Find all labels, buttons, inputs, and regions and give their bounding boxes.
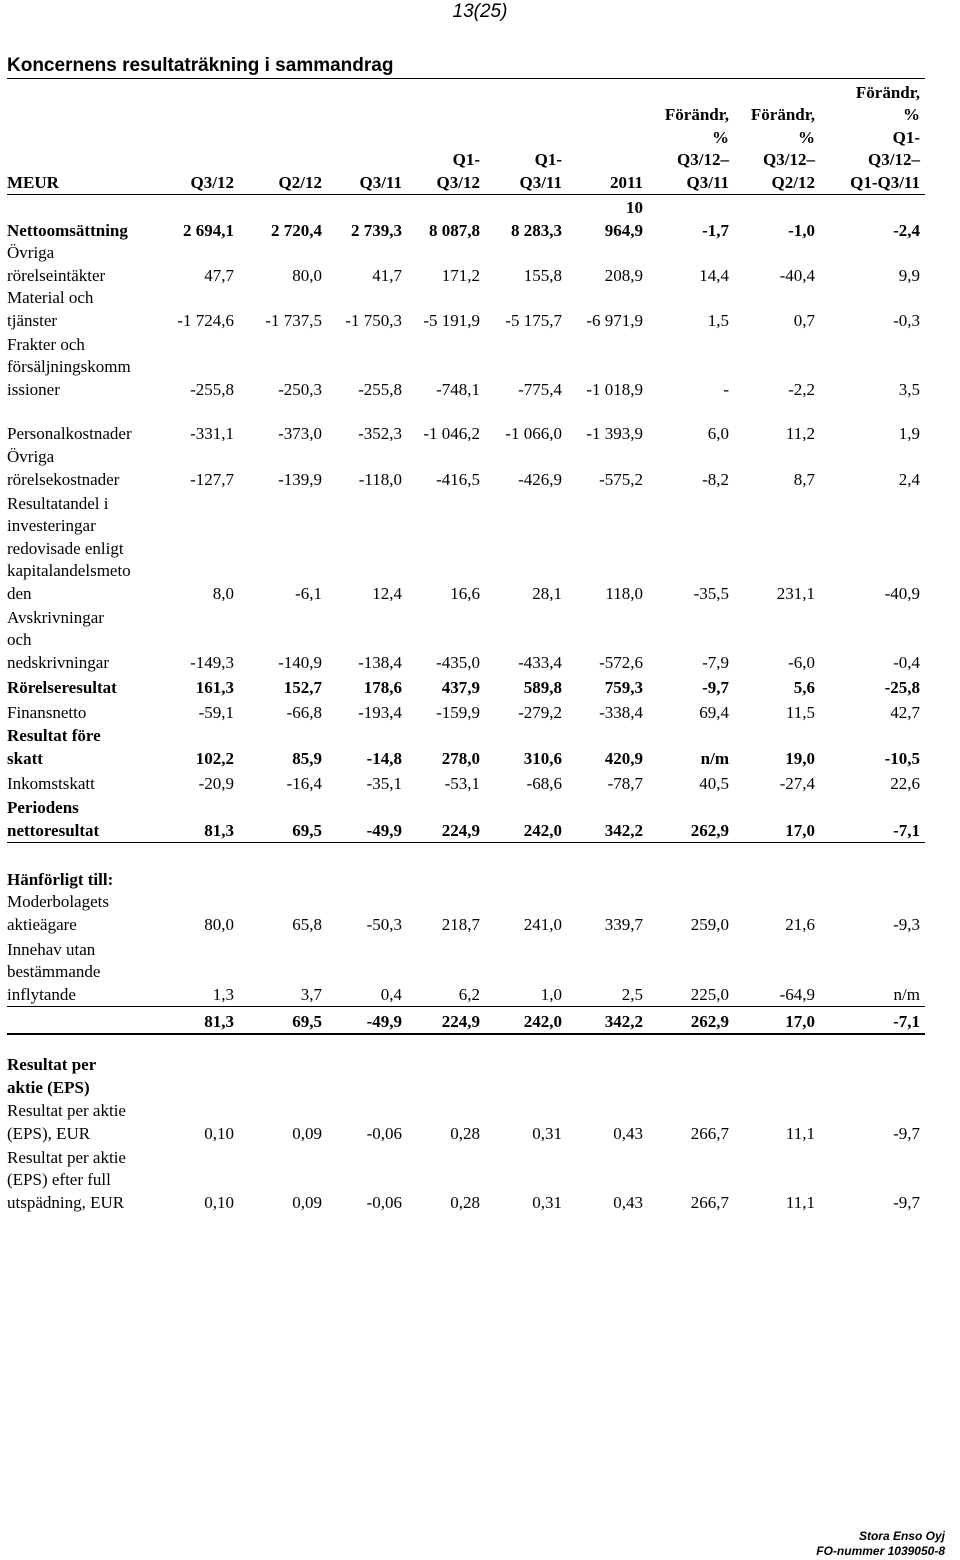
table-row <box>7 1006 925 1035</box>
table-row <box>7 1145 925 1214</box>
row-value: -118,0 <box>358 469 402 489</box>
row-value: -40,9 <box>884 583 920 603</box>
row-value: 2,5 <box>621 984 643 1004</box>
row-value: -1,0 <box>788 220 815 240</box>
row-value: -250,3 <box>278 379 322 399</box>
row-value: 266,7 <box>690 1123 729 1143</box>
row-value: 81,3 <box>204 1011 234 1031</box>
row-value: -193,4 <box>358 702 402 722</box>
row-value: 342,2 <box>604 820 643 840</box>
row-value: -1 066,0 <box>505 423 562 443</box>
row-value: 0,31 <box>532 1192 562 1212</box>
row-value: 218,7 <box>441 914 480 934</box>
row-value: 231,1 <box>776 583 815 603</box>
row-value: 278,0 <box>441 748 480 768</box>
row-value: 12,4 <box>372 583 402 603</box>
row-value: -16,4 <box>286 773 322 793</box>
row-value: 1,9 <box>898 423 920 443</box>
row-label: Resultatandel i investeringar redovisade enligt kapitalandelsmeto den <box>7 493 131 603</box>
table-row <box>7 195 925 242</box>
table-row <box>7 401 925 445</box>
row-value: -7,1 <box>893 1011 920 1031</box>
row-value: 5,6 <box>793 677 815 697</box>
row-value: -50,3 <box>366 914 402 934</box>
row-value: 80,0 <box>292 265 322 285</box>
row-value: 69,4 <box>699 702 729 722</box>
row-value: -2,4 <box>893 220 920 240</box>
row-value: -255,8 <box>190 379 234 399</box>
row-value: -1 737,5 <box>265 310 322 330</box>
row-value: -127,7 <box>190 469 234 489</box>
row-value: 22,6 <box>890 773 920 793</box>
row-value: 69,5 <box>292 1011 322 1031</box>
row-value: -1 046,2 <box>423 423 480 443</box>
row-value: 1,5 <box>707 310 729 330</box>
company-name: Stora Enso Oyj <box>858 1529 945 1543</box>
row-value: 17,0 <box>785 1011 815 1031</box>
table-row <box>7 445 925 491</box>
row-value: 118,0 <box>605 583 643 603</box>
row-value: -9,7 <box>702 677 729 697</box>
row-value: 208,9 <box>604 265 643 285</box>
row-value: -0,06 <box>366 1123 402 1143</box>
row-label: Hänförligt till: <box>7 869 114 889</box>
row-value: -331,1 <box>190 423 234 443</box>
row-value: 759,3 <box>604 677 643 697</box>
row-value: -59,1 <box>198 702 234 722</box>
row-value: 102,2 <box>195 748 234 768</box>
row-value: -416,5 <box>436 469 480 489</box>
row-value: 2 694,1 <box>183 220 234 240</box>
row-value: -7,1 <box>893 820 920 840</box>
table-row <box>7 491 925 605</box>
row-label: Nettoomsättning <box>7 220 128 240</box>
row-value: -66,8 <box>286 702 322 722</box>
row-value: -25,8 <box>884 677 920 697</box>
row-value: -5 175,7 <box>505 310 562 330</box>
column-header: Q2/12 <box>278 172 322 192</box>
row-label: Övriga rörelsekostnader <box>7 447 120 489</box>
row-value: 8 283,3 <box>511 220 562 240</box>
table-row <box>7 795 925 843</box>
row-value: -68,6 <box>526 773 562 793</box>
table-row <box>7 674 925 699</box>
row-value: 11,2 <box>785 423 815 443</box>
row-value: 6,0 <box>707 423 729 443</box>
row-value: 437,9 <box>441 677 480 697</box>
row-value: 241,0 <box>523 914 562 934</box>
row-value: -433,4 <box>518 652 562 672</box>
row-value: -255,8 <box>358 379 402 399</box>
row-label: Inkomstskatt <box>7 773 95 793</box>
row-value: 0,28 <box>450 1123 480 1143</box>
table-row <box>7 936 925 1006</box>
row-label: Resultat före skatt <box>7 726 101 768</box>
row-value: -78,7 <box>607 773 643 793</box>
row-value: -64,9 <box>779 984 815 1004</box>
column-header: Q3/11 <box>359 172 402 192</box>
column-header: Q1- Q3/12 <box>436 150 480 192</box>
row-value: 16,6 <box>450 583 480 603</box>
row-value: -9,3 <box>893 914 920 934</box>
row-value: 155,8 <box>523 265 562 285</box>
row-value: 0,28 <box>450 1192 480 1212</box>
row-value: 21,6 <box>785 914 815 934</box>
table-row <box>7 242 925 287</box>
row-value: 11,5 <box>785 702 815 722</box>
row-value: -9,7 <box>893 1123 920 1143</box>
page-number: 13(25) <box>452 1 508 22</box>
row-value: -5 191,9 <box>423 310 480 330</box>
row-value: 0,43 <box>613 1123 643 1143</box>
table-row <box>7 605 925 674</box>
row-value: 19,0 <box>785 748 815 768</box>
row-label: Periodens nettoresultat <box>7 798 100 840</box>
row-value: 28,1 <box>532 583 562 603</box>
row-value: 17,0 <box>785 820 815 840</box>
table-row <box>7 1099 925 1145</box>
row-value: -1 724,6 <box>177 310 234 330</box>
page-footer <box>816 1529 945 1559</box>
row-value: -572,6 <box>599 652 643 672</box>
row-value: 2 720,4 <box>271 220 322 240</box>
row-value: -8,2 <box>702 469 729 489</box>
report-title: Koncernens resultaträkning i sammandrag <box>7 55 394 76</box>
row-value: 0,7 <box>793 310 815 330</box>
column-header: Förändr, % Q3/12– Q2/12 <box>750 105 815 192</box>
row-value: -1 393,9 <box>586 423 643 443</box>
row-value: 0,10 <box>204 1123 234 1143</box>
row-value: 3,7 <box>300 984 322 1004</box>
row-value: -373,0 <box>278 423 322 443</box>
row-value: -279,2 <box>518 702 562 722</box>
row-value: 69,5 <box>292 820 322 840</box>
row-value: -159,9 <box>436 702 480 722</box>
row-value: n/m <box>700 748 729 768</box>
row-value: -49,9 <box>366 820 402 840</box>
row-value: 342,2 <box>604 1011 643 1031</box>
row-value: -9,7 <box>893 1192 920 1212</box>
row-value: -6,0 <box>788 652 815 672</box>
row-value: -0,06 <box>366 1192 402 1212</box>
row-value: -40,4 <box>779 265 815 285</box>
column-header: 2011 <box>609 172 643 192</box>
row-value: -0,3 <box>893 310 920 330</box>
row-value: 161,3 <box>195 677 234 697</box>
row-value: 0,4 <box>380 984 402 1004</box>
row-value: 224,9 <box>441 1011 480 1031</box>
row-value: -1 018,9 <box>586 379 643 399</box>
row-value: -338,4 <box>599 702 643 722</box>
row-value: -1,7 <box>702 220 729 240</box>
row-label: Material och tjänster <box>7 288 94 330</box>
row-value: 14,4 <box>699 265 729 285</box>
row-value: -14,8 <box>366 748 402 768</box>
row-value: -140,9 <box>278 652 322 672</box>
row-value: -2,2 <box>788 379 815 399</box>
row-value: 0,09 <box>292 1123 322 1143</box>
row-label: Resultat per aktie (EPS), EUR <box>7 1101 126 1143</box>
row-value: 6,2 <box>458 984 480 1004</box>
row-value: -149,3 <box>190 652 234 672</box>
row-value: 1,0 <box>540 984 562 1004</box>
row-value: -53,1 <box>444 773 480 793</box>
row-value: -435,0 <box>436 652 480 672</box>
row-value: -49,9 <box>366 1011 402 1031</box>
column-header: Q3/12 <box>190 172 234 192</box>
row-value: 10 964,9 <box>604 198 643 240</box>
row-value: 242,0 <box>523 820 562 840</box>
row-label: Frakter och försäljningskomm issioner <box>7 334 131 399</box>
row-value: 85,9 <box>292 748 322 768</box>
row-value: -352,3 <box>358 423 402 443</box>
row-label: Övriga rörelseintäkter <box>7 243 106 285</box>
row-value: -7,9 <box>702 652 729 672</box>
fo-number: FO-nummer 1039050-8 <box>816 1544 945 1558</box>
row-value: 225,0 <box>690 984 729 1004</box>
row-value: - <box>723 379 729 399</box>
column-header: Q1- Q3/11 <box>519 150 562 192</box>
row-value: 178,6 <box>363 677 402 697</box>
row-value: -775,4 <box>518 379 562 399</box>
table-row <box>7 1035 925 1099</box>
row-label: Rörelseresultat <box>7 677 117 697</box>
table-row <box>7 843 925 891</box>
row-label: Resultat per aktie (EPS) <box>7 1055 97 1097</box>
row-value: 420,9 <box>604 748 643 768</box>
row-value: 42,7 <box>890 702 920 722</box>
row-value: 80,0 <box>204 914 234 934</box>
row-value: -138,4 <box>358 652 402 672</box>
row-value: 8,0 <box>212 583 234 603</box>
row-value: 262,9 <box>690 820 729 840</box>
row-label: Personalkostnader <box>7 423 132 443</box>
column-header: Förändr, % Q3/12– Q3/11 <box>664 105 729 192</box>
row-value: 310,6 <box>523 748 562 768</box>
row-value: 11,1 <box>785 1123 815 1143</box>
row-value: -27,4 <box>779 773 815 793</box>
row-value: 589,8 <box>523 677 562 697</box>
row-value: 152,7 <box>283 677 322 697</box>
row-label: Avskrivningar och nedskrivningar <box>7 607 109 672</box>
row-value: 2 739,3 <box>351 220 402 240</box>
row-label: Finansnetto <box>7 702 87 722</box>
row-value: 0,43 <box>613 1192 643 1212</box>
table-row <box>7 287 925 332</box>
row-value: -0,4 <box>893 652 920 672</box>
table-header-row <box>7 78 925 195</box>
row-value: 1,3 <box>212 984 234 1004</box>
table-row <box>7 891 925 936</box>
row-value: 262,9 <box>690 1011 729 1031</box>
row-value: 339,7 <box>604 914 643 934</box>
table-row <box>7 332 925 401</box>
row-value: -35,5 <box>693 583 729 603</box>
row-value: -1 750,3 <box>345 310 402 330</box>
row-value: 0,09 <box>292 1192 322 1212</box>
row-value: 0,10 <box>204 1192 234 1212</box>
row-value: -6 971,9 <box>586 310 643 330</box>
row-value: 266,7 <box>690 1192 729 1212</box>
row-value: 40,5 <box>699 773 729 793</box>
row-value: n/m <box>893 984 920 1004</box>
row-label: Moderbolagets aktieägare <box>7 892 109 934</box>
header-label: MEUR <box>7 172 59 192</box>
row-label: Resultat per aktie (EPS) efter full utspädning, EUR <box>7 1147 126 1212</box>
table-row <box>7 770 925 795</box>
row-value: -10,5 <box>884 748 920 768</box>
row-value: 224,9 <box>441 820 480 840</box>
row-value: 171,2 <box>441 265 480 285</box>
row-value: 47,7 <box>204 265 234 285</box>
row-value: 8,7 <box>793 469 815 489</box>
column-header: Förändr, % Q1- Q3/12– Q1-Q3/11 <box>850 82 920 192</box>
row-value: -575,2 <box>599 469 643 489</box>
table-row <box>7 724 925 770</box>
row-value: -748,1 <box>436 379 480 399</box>
row-value: 242,0 <box>523 1011 562 1031</box>
row-value: 3,5 <box>898 379 920 399</box>
row-value: -139,9 <box>278 469 322 489</box>
row-value: 2,4 <box>898 469 920 489</box>
row-value: 41,7 <box>372 265 402 285</box>
row-value: 81,3 <box>204 820 234 840</box>
row-value: 11,1 <box>785 1192 815 1212</box>
table-row <box>7 699 925 724</box>
row-value: -426,9 <box>518 469 562 489</box>
row-value: 8 087,8 <box>429 220 480 240</box>
row-value: -20,9 <box>198 773 234 793</box>
row-value: 0,31 <box>532 1123 562 1143</box>
income-statement-table <box>7 78 925 1214</box>
row-value: 65,8 <box>292 914 322 934</box>
row-value: -35,1 <box>366 773 402 793</box>
row-label: Innehav utan bestämmande inflytande <box>7 939 101 1004</box>
row-value: -6,1 <box>295 583 322 603</box>
row-value: 259,0 <box>690 914 729 934</box>
row-value: 9,9 <box>898 265 920 285</box>
